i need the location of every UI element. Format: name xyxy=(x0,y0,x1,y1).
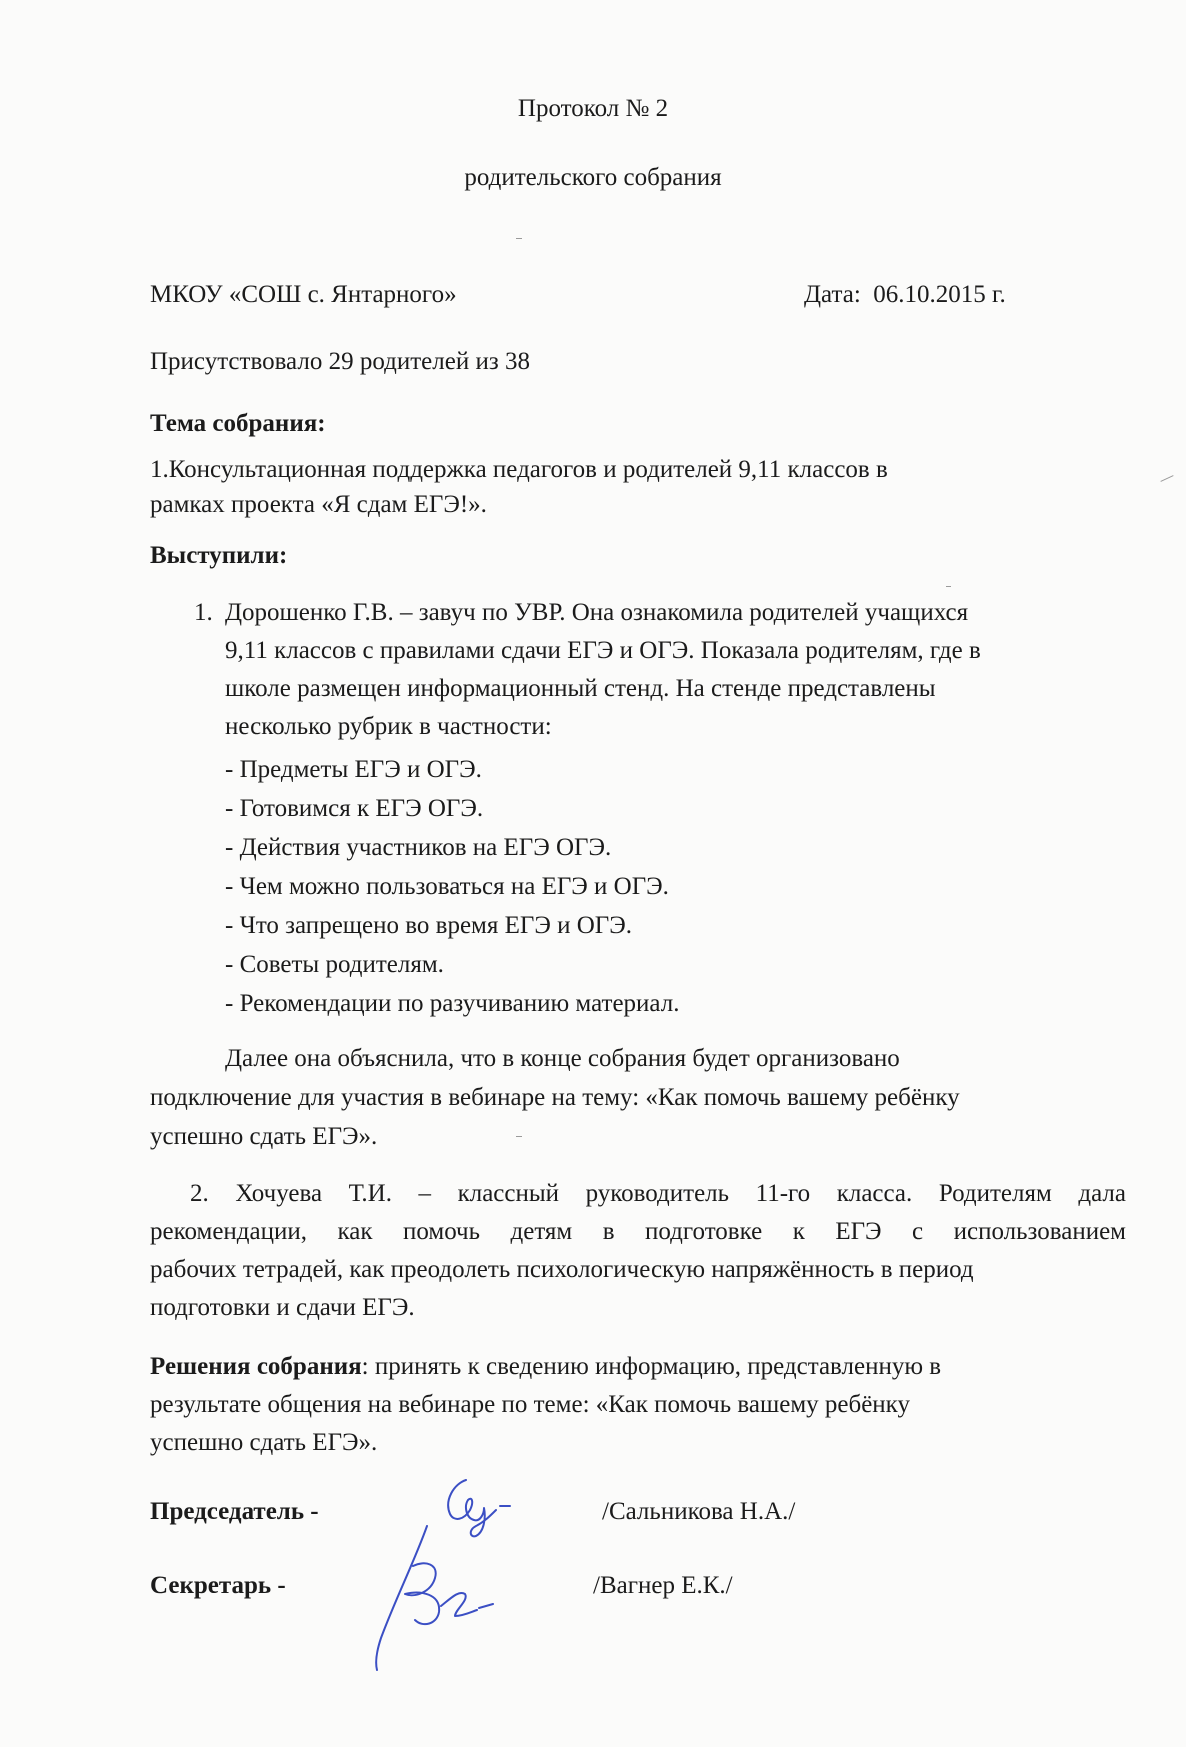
document-title: Протокол № 2 xyxy=(517,95,669,122)
speakers-heading: Выступили: xyxy=(150,542,288,569)
document-subtitle: родительского собрания xyxy=(464,164,722,191)
speaker-1-continuation-1: Далее она объяснила, что в конце собрания будет организовано xyxy=(225,1045,900,1072)
speaker-2-line-1: 2. Хочуева Т.И. – классный руководитель 11-го класса. Родителям дала xyxy=(190,1180,1126,1207)
rubric-item: - Готовимся к ЕГЭ ОГЭ. xyxy=(225,795,484,822)
topic-line-2: рамках проекта «Я сдам ЕГЭ!». xyxy=(150,491,487,518)
school-name: МКОУ «СОШ с. Янтарного» xyxy=(150,281,457,308)
speaker-2-line-2: рекомендации, как помочь детям в подготовке к ЕГЭ с использованием xyxy=(150,1218,1126,1245)
rubric-item: - Что запрещено во время ЕГЭ и ОГЭ. xyxy=(225,912,632,939)
speaker-2-line-4: подготовки и сдачи ЕГЭ. xyxy=(150,1294,415,1321)
topic-line-1: 1.Консультационная поддержка педагогов и родителей 9,11 классов в xyxy=(150,456,888,483)
decision-line-1 xyxy=(150,1348,941,1386)
topic-heading: Тема собрания: xyxy=(150,410,326,437)
rubric-item: - Советы родителям. xyxy=(225,951,444,978)
rubric-item: - Рекомендации по разучиванию материал. xyxy=(225,990,680,1017)
speaker-1-line-3: школе размещен информационный стенд. На стенде представлены xyxy=(225,675,936,702)
rubric-item: - Действия участников на ЕГЭ ОГЭ. xyxy=(225,834,612,861)
scan-speck xyxy=(946,586,951,587)
chair-name: /Сальникова Н.А./ xyxy=(602,1498,796,1525)
scan-speck xyxy=(1160,475,1173,482)
decision-heading: Решения собрания xyxy=(150,1353,362,1380)
chair-label: Председатель - xyxy=(150,1498,319,1525)
rubric-item: - Предметы ЕГЭ и ОГЭ. xyxy=(225,756,482,783)
speaker-1-continuation-3: успешно сдать ЕГЭ». xyxy=(150,1123,378,1150)
speaker-1-line-2: 9,11 классов с правилами сдачи ЕГЭ и ОГЭ. Показала родителям, где в xyxy=(225,637,981,664)
rubric-item: - Чем можно пользоваться на ЕГЭ и ОГЭ. xyxy=(225,873,669,900)
date-value: 06.10.2015 г. xyxy=(873,281,1006,308)
attendance-line: Присутствовало 29 родителей из 38 xyxy=(150,348,530,375)
secretary-label: Секретарь - xyxy=(150,1572,286,1599)
scan-speck xyxy=(516,238,522,239)
decision-line-2: результате общения на вебинаре по теме: «Как помочь вашему ребёнку xyxy=(150,1391,910,1418)
speaker-1-continuation-2: подключение для участия в вебинаре на тему: «Как помочь вашему ребёнку xyxy=(150,1084,960,1111)
secretary-signature-icon xyxy=(355,1520,505,1680)
speaker-1-line-1: Дорошенко Г.В. – завуч по УВР. Она ознакомила родителей учащихся xyxy=(225,599,969,626)
meeting-date xyxy=(804,276,1006,314)
scan-speck xyxy=(516,1136,522,1137)
date-label: Дата: xyxy=(804,281,861,308)
decision-text: : принять к сведению информацию, представленную в xyxy=(361,1353,942,1380)
secretary-name: /Вагнер Е.К./ xyxy=(593,1572,733,1599)
decision-line-3: успешно сдать ЕГЭ». xyxy=(150,1429,378,1456)
speaker-1-line-4: несколько рубрик в частности: xyxy=(225,713,552,740)
speaker-1-number: 1. xyxy=(194,599,213,626)
speaker-2-line-3: рабочих тетрадей, как преодолеть психологическую напряжённость в период xyxy=(150,1256,974,1283)
